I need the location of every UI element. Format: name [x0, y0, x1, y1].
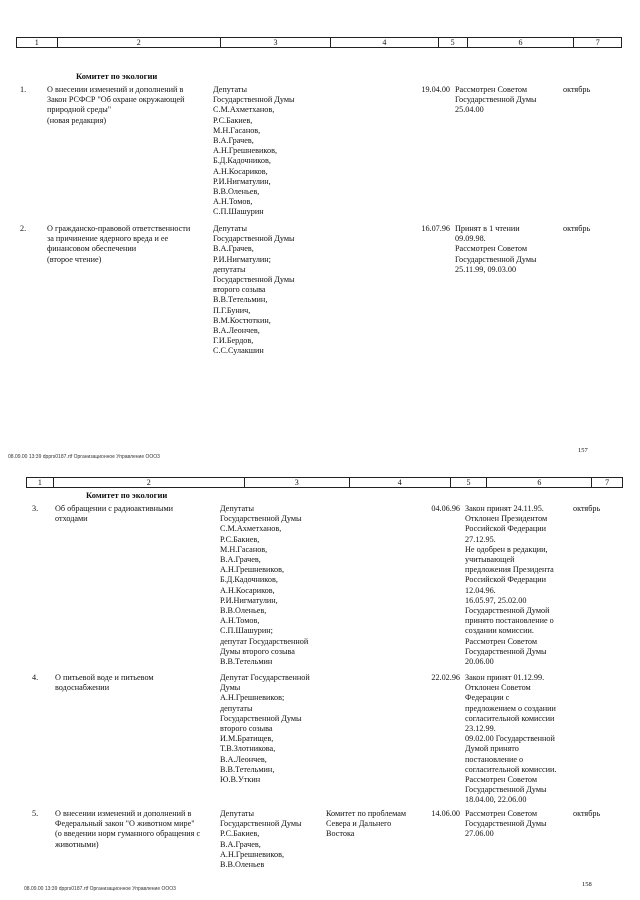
- planned-month: октябрь: [573, 504, 601, 513]
- introduction-date: 04.06.96: [431, 504, 460, 513]
- bill-title: О гражданско-правовой ответственности за причинение ядерного вреда и ее финансовом обеспечении (второе чтение): [47, 224, 191, 264]
- header-col-1: 1: [34, 38, 39, 47]
- header-col-2: 2: [57, 38, 220, 47]
- bill-authors: Депутат Государственной Думы А.Н.Грешневиков; депутаты Государственной Думы второго созыва И.М.Братищев, Т.В.Злотникова, В.А.Леончев, В.В.Тетельмин, Ю.В.Уткин: [220, 673, 310, 785]
- bill-authors: Депутаты Государственной Думы С.М.Ахметханов, Р.С.Бакиев, М.Н.Гасанов, В.А.Грачев, А.Н.Грешневиков, Б.Д.Кадочников, А.Н.Косариков, Р.И.Нигматулин, В.В.Оленьев, А.Н.Томов, С.П.Шашурин: [213, 85, 295, 217]
- table-header-row-page2: [26, 477, 623, 488]
- header-col-6: 6: [486, 478, 591, 487]
- planned-month: октябрь: [563, 224, 591, 233]
- bill-title: О внесении изменений и дополнений в Федеральный закон "О животном мире" (о введении норм гуманного обращения с животными): [55, 809, 201, 849]
- header-col-1: 1: [37, 478, 42, 487]
- table-header-row-page1: [16, 37, 622, 48]
- page-footer-meta: 08.09.00 13:39 dpprs0187.rtf Организационное Управление ООО3: [24, 886, 176, 892]
- bill-title: Об обращении с радиоактивными отходами: [55, 504, 174, 524]
- header-col-5: 5: [450, 478, 487, 487]
- bill-status: Закон принят 01.12.99. Отклонен Советом Федерации с предложением о создании согласительной комиссии 23.12.99. 09.02.00 Государственной Думой принято постановление о согласительной комиссии. Рассмотрен Советом Государственной Думы 18.04.00, 22.06.00: [465, 673, 557, 805]
- header-col-4: 4: [330, 38, 438, 47]
- bill-status: Рассмотрен Советом Государственной Думы 25.04.00: [455, 85, 537, 115]
- header-col-2: 2: [53, 478, 244, 487]
- bill-title: О внесении изменений и дополнений в Закон РСФСР "Об охране окружающей природной среды" (новая редакция): [47, 85, 185, 125]
- introduction-date: 14.06.00: [431, 809, 460, 818]
- page-number: 157: [578, 447, 588, 454]
- introduction-date: 16.07.96: [421, 224, 450, 233]
- section-title: Комитет по экологии: [86, 490, 168, 500]
- introduction-date: 19.04.00: [421, 85, 450, 94]
- header-col-3: 3: [244, 478, 349, 487]
- page-footer-meta: 08.09.00 13:39 dpprs0187.rtf Организационное Управление ООО3: [8, 454, 160, 460]
- header-col-7: 7: [573, 38, 621, 47]
- bill-status: Рассмотрен Советом Государственной Думы 27.06.00: [465, 809, 547, 839]
- introduction-date: 22.02.96: [431, 673, 460, 682]
- planned-month: октябрь: [563, 85, 591, 94]
- bill-authors: Депутаты Государственной Думы В.А.Грачев, Р.И.Нигматулин; депутаты Государственной Думы второго созыва В.В.Тетельмин, П.Г.Бунич, В.М.Костюткин, В.А.Леончев, Г.И.Бердов, С.С.Сулакшин: [213, 224, 295, 356]
- header-col-7: 7: [591, 478, 622, 487]
- bill-authors: Депутаты Государственной Думы С.М.Ахметханов, Р.С.Бакиев, М.Н.Гасанов, В.А.Грачев, А.Н.Грешневиков, Б.Д.Кадочников, А.Н.Косариков, Р.И.Нигматулин, В.В.Оленьев, А.Н.Томов, С.П.Шашурин; депутат Государственной Думы второго созыва В.В.Тетельмин: [220, 504, 309, 667]
- row-number: 3.: [32, 504, 39, 513]
- header-col-6: 6: [467, 38, 574, 47]
- row-number: 2.: [20, 224, 27, 233]
- committee-coexecutor: Комитет по проблемам Севера и Дальнего Востока: [326, 809, 407, 839]
- section-title: Комитет по экологии: [76, 71, 158, 81]
- header-col-3: 3: [220, 38, 330, 47]
- row-number: 1.: [20, 85, 27, 94]
- planned-month: октябрь: [573, 809, 601, 818]
- header-col-4: 4: [349, 478, 450, 487]
- bill-status: Закон принят 24.11.95. Отклонен Президентом Российской Федерации 27.12.95. Не одобрен в редакции, учитывающей предложения Президента Российской Федерации 12.04.96. 16.05.97, 25.02.00 Государственной Думой принято постановление о создании комиссии. Рассмотрен Советом Государственной Думы 20.06.00: [465, 504, 554, 667]
- row-number: 5.: [32, 809, 39, 818]
- bill-title: О питьевой воде и питьевом водоснабжении: [55, 673, 154, 693]
- bill-status: Принят в 1 чтении 09.09.98. Рассмотрен Советом Государственной Думы 25.11.99, 09.03.00: [455, 224, 537, 274]
- page-number: 158: [582, 881, 592, 888]
- header-col-5: 5: [438, 38, 467, 47]
- bill-authors: Депутаты Государственной Думы Р.С.Бакиев, В.А.Грачев, А.Н.Грешневиков, В.В.Оленьев: [220, 809, 302, 870]
- row-number: 4.: [32, 673, 39, 682]
